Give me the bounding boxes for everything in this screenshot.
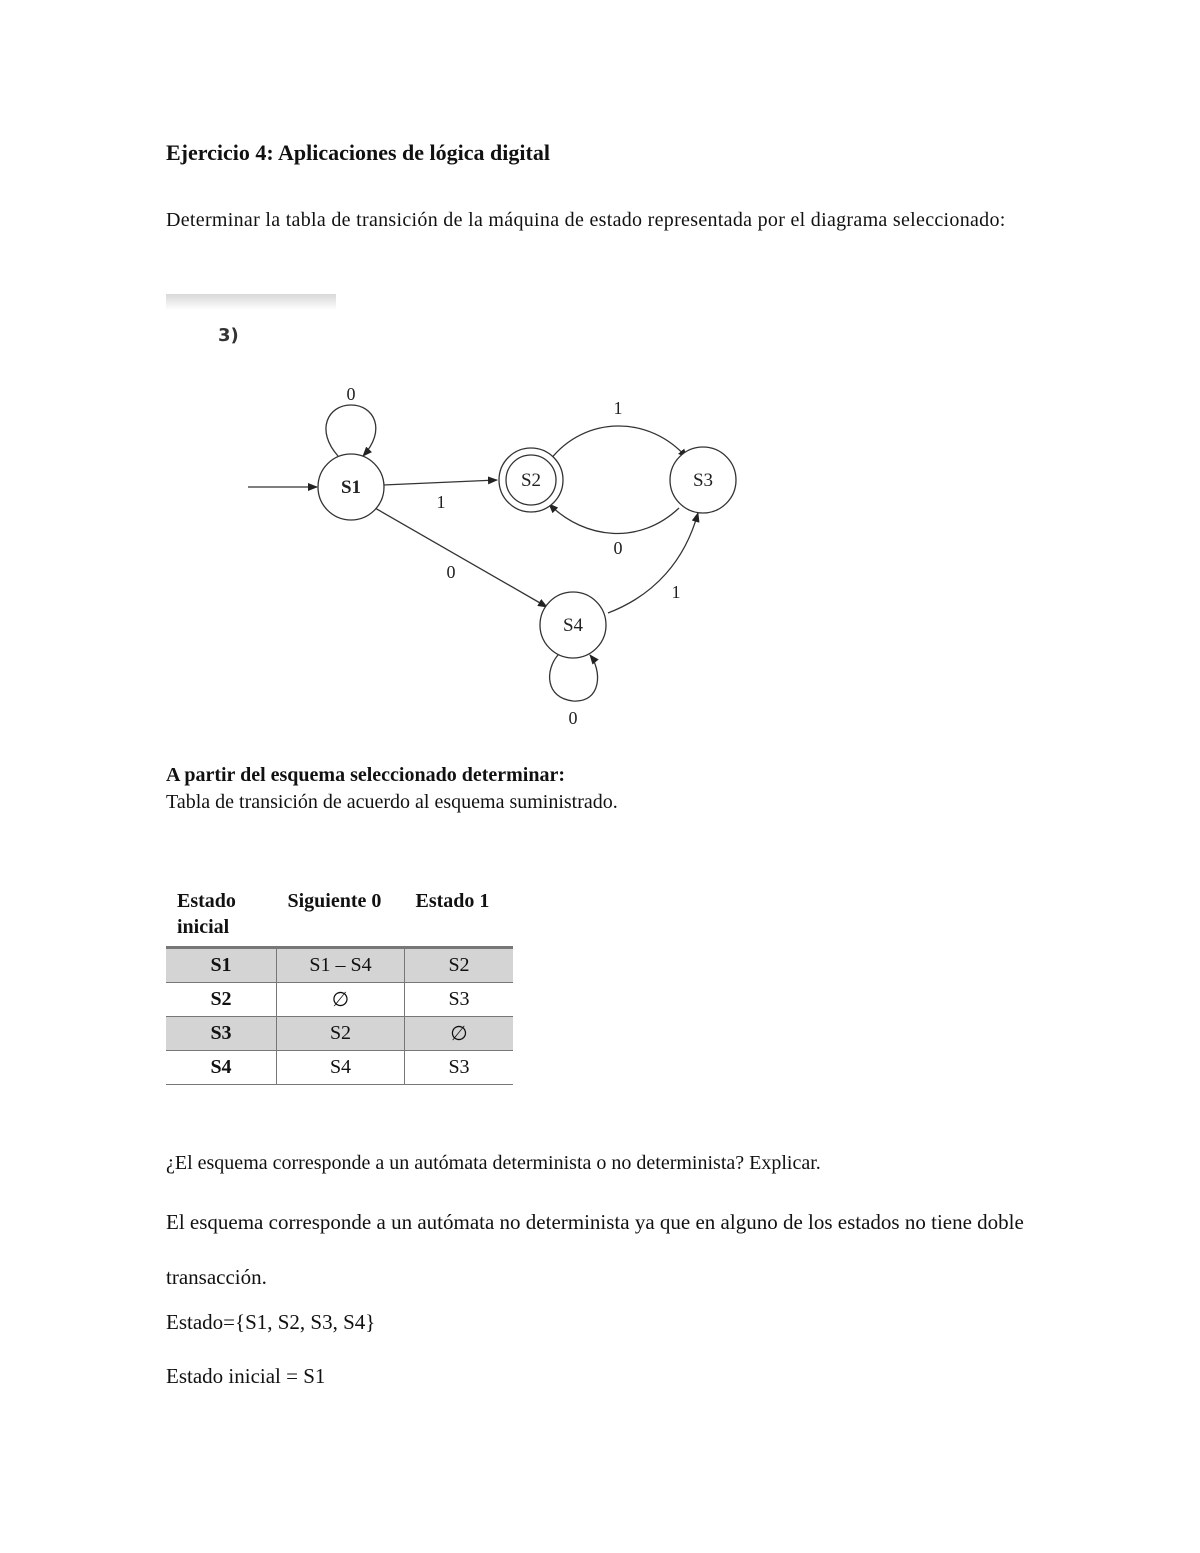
- s1-loop-label: 0: [346, 384, 356, 404]
- question-text: ¿El esquema corresponde a un autómata determinista o no determinista? Explicar.: [166, 1152, 821, 1174]
- s3-s2-arrow: [549, 504, 679, 533]
- s4-s3-arrow: [608, 513, 698, 613]
- state-s1-label: S1: [340, 477, 362, 498]
- row-on1-cell: S2: [405, 948, 514, 983]
- table-row: [166, 1051, 513, 1085]
- row-state-cell: S3: [166, 1017, 277, 1051]
- header-initial-state: Estado inicial: [166, 882, 277, 948]
- row-state-cell: S1: [166, 948, 277, 983]
- table-row: [166, 948, 513, 983]
- state-s2-label: S2: [520, 470, 542, 491]
- s1-s2-label: 1: [436, 492, 446, 512]
- state-s3-label: S3: [692, 470, 714, 491]
- s2-s3-arrow: [550, 426, 687, 460]
- table-row: [166, 983, 513, 1017]
- table-header-row: [166, 882, 513, 948]
- answer-paragraph: El esquema corresponde a un autómata no determinista ya que en alguno de los estados no tiene doble transacción.: [166, 1210, 1024, 1289]
- section-subheading: A partir del esquema seleccionado determinar:: [166, 764, 566, 786]
- row-on0-cell: S1 – S4: [277, 948, 405, 983]
- s1-loop-arrow: [326, 405, 376, 456]
- row-state-cell: S2: [166, 983, 277, 1017]
- row-on1-cell: ∅: [405, 1017, 514, 1051]
- section-subtext: Tabla de transición de acuerdo al esquema suministrado.: [166, 791, 618, 813]
- s3-s2-label: 0: [613, 538, 623, 558]
- state-machine-diagram: [230, 370, 750, 740]
- header-next-0: Siguiente 0: [277, 882, 405, 948]
- row-on0-cell: ∅: [277, 983, 405, 1017]
- figure-shadow-divider: [166, 294, 336, 310]
- row-state-cell: S4: [166, 1051, 277, 1085]
- state-s4-label: S4: [562, 615, 584, 636]
- s1-s2-arrow: [383, 480, 497, 485]
- states-set-text: Estado={S1, S2, S3, S4}: [166, 1310, 376, 1334]
- row-on1-cell: S3: [405, 983, 514, 1017]
- figure-number-label: 3): [218, 325, 239, 346]
- transition-table: [166, 882, 513, 1085]
- s1-s4-label: 0: [446, 562, 456, 582]
- initial-state-text: Estado inicial = S1: [166, 1364, 326, 1388]
- table-row: [166, 1017, 513, 1051]
- s4-loop-label: 0: [568, 708, 578, 728]
- s4-loop-arrow: [550, 655, 598, 701]
- exercise-heading: Ejercicio 4: Aplicaciones de lógica digital: [166, 140, 550, 165]
- s4-s3-label: 1: [671, 582, 681, 602]
- row-on1-cell: S3: [405, 1051, 514, 1085]
- s2-s3-label: 1: [613, 398, 623, 418]
- row-on0-cell: S2: [277, 1017, 405, 1051]
- s1-s4-arrow: [375, 508, 547, 607]
- row-on0-cell: S4: [277, 1051, 405, 1085]
- header-state-1: Estado 1: [405, 882, 514, 948]
- intro-paragraph: Determinar la tabla de transición de la máquina de estado representada por el diagrama seleccionado:: [166, 209, 1006, 231]
